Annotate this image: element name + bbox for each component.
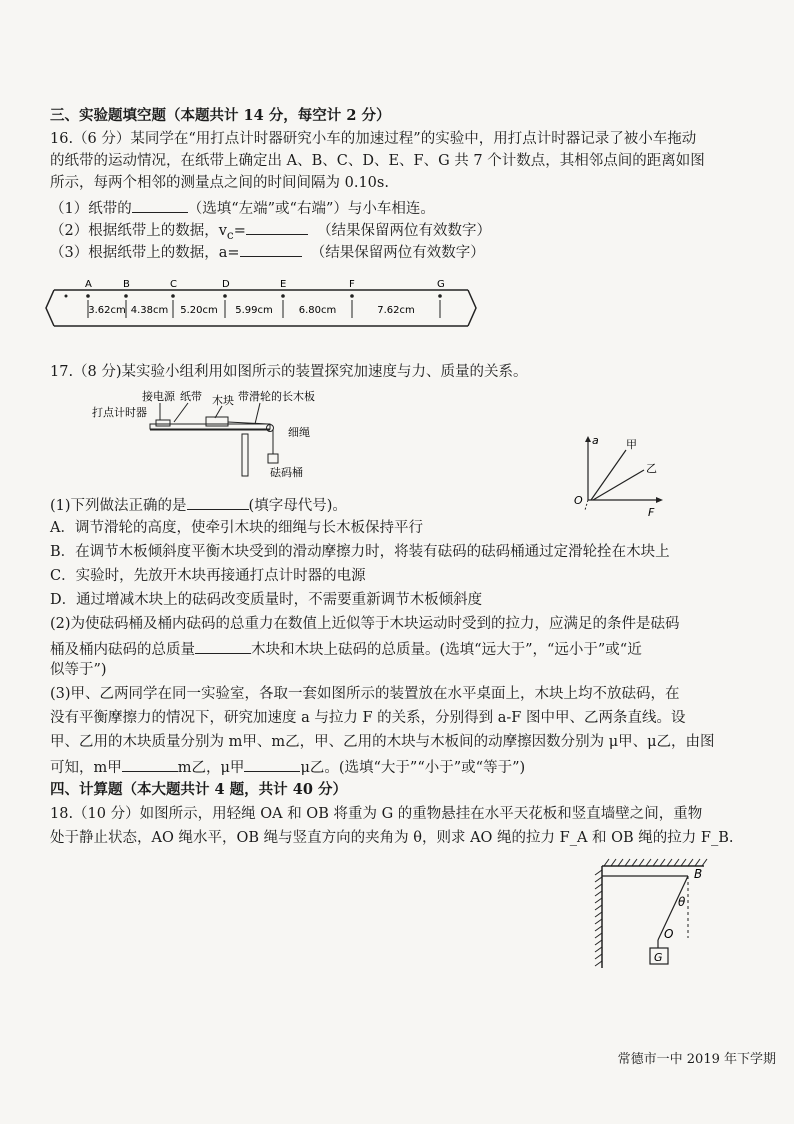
- label-tape: 纸带: [180, 390, 202, 403]
- q18-figure: [592, 858, 722, 978]
- tape-point-f: F: [349, 279, 355, 290]
- q16-part1: （1）纸带的 （选填“左端”或“右端”）与小车相连。: [50, 197, 435, 219]
- tape-dot-g: [438, 294, 442, 298]
- q17-part2-line1: (2)为使砝码桶及桶内砝码的总重力在数值上近似等于木块运动时受到的拉力，应满足的条件是砝码: [50, 616, 680, 632]
- ceiling-hatch-line: [653, 859, 658, 866]
- ceiling-hatch-line: [604, 859, 609, 866]
- q17-part2-line2: 桶及桶内砝码的总质量 木块和木块上砝码的总质量。(选填“远大于”，“远小于”或“近: [50, 638, 642, 660]
- ceiling-hatch-line: [639, 859, 644, 866]
- q18-label-o: O: [664, 927, 674, 941]
- wall-hatch-line: [595, 905, 602, 910]
- q17-part3-line2: 没有平衡摩擦力的情况下，研究加速度 a 与拉力 F 的关系，分别得到 a-F 图中甲、乙两条直线。设: [50, 710, 686, 726]
- q17-part1: (1)下列做法正确的是 (填字母代号)。: [50, 494, 347, 516]
- q18-line2: 处于静止状态，AO 绳水平，OB 绳与竖直方向的夹角为 θ，则求 AO 绳的拉力 F_A 和 OB 绳的拉力 F_B.: [50, 830, 734, 846]
- q17-intro: 17.（8 分)某实验小组利用如图所示的装置探究加速度与力、质量的关系。: [50, 364, 528, 380]
- wall-hatch-line: [595, 926, 602, 931]
- q17-part3-line3: 甲、乙用的木块质量分别为 m甲、m乙，甲、乙用的木块与木板间的动摩擦因数分别为 μ甲、μ乙，由图: [50, 734, 715, 750]
- tape-distance-6: 7.62cm: [377, 305, 415, 316]
- graph-line-yi: 乙: [646, 462, 657, 475]
- q16-line2: 的纸带的运动情况，在纸带上确定出 A、B、C、D、E、F、G 共 7 个计数点，其相邻点间的距离如图: [50, 153, 705, 169]
- label-power: 接电源: [142, 390, 175, 403]
- tape-dot-b: [124, 294, 128, 298]
- ceiling-hatch-line: [667, 859, 672, 866]
- label-board: 带滑轮的长木板: [238, 390, 315, 403]
- label-block: 木块: [212, 394, 234, 407]
- tape-distance-2: 4.38cm: [130, 305, 169, 316]
- tape-point-e: E: [280, 279, 287, 290]
- tape-point-g: G: [437, 279, 445, 290]
- tape-point-c: C: [170, 279, 177, 290]
- q16-part3: （3）根据纸带上的数据，a= （结果保留两位有效数字）: [50, 241, 485, 263]
- tape-dot-a: [86, 294, 90, 298]
- q16-part1-blank[interactable]: [132, 197, 188, 213]
- q16-line1: 16.（6 分）某同学在“用打点计时器研究小车的加速过程”的实验中，用打点计时器记录了被小车拖动: [50, 131, 697, 147]
- label-rope: 细绳: [288, 426, 310, 439]
- paper-tape-figure: [40, 268, 480, 340]
- tape-dot-e: [281, 294, 285, 298]
- ceiling-hatch-line: [618, 859, 623, 866]
- ceiling-hatch-line: [625, 859, 630, 866]
- ceiling-hatch-line: [702, 859, 707, 866]
- apparatus-figure: [90, 386, 330, 486]
- graph-line-jia: 甲: [626, 438, 637, 451]
- label-bucket: 砝码桶: [270, 466, 303, 479]
- wall-hatch-line: [595, 898, 602, 903]
- q17-part3-line4: 可知，m甲 m乙，μ甲 μ乙。(选填“大于”“小于”或“等于”): [50, 756, 525, 778]
- graph-x-label: F: [648, 506, 655, 519]
- af-graph: [564, 434, 674, 524]
- q17-option-b: B．在调节木板倾斜度平衡木块受到的滑动摩擦力时，将装有砝码的砝码桶通过定滑轮拴在木块上: [50, 544, 670, 560]
- wall-hatch-line: [595, 912, 602, 917]
- tape-distance-1: 3.62cm: [88, 305, 126, 316]
- tape-dot-c: [171, 294, 175, 298]
- ceiling-hatch-line: [674, 859, 679, 866]
- wall-hatch-line: [595, 940, 602, 945]
- q17-part2-line3: 似等于”): [50, 662, 107, 678]
- ceiling-hatch-line: [646, 859, 651, 866]
- ceiling-hatch-line: [611, 859, 616, 866]
- q17-part3-line1: (3)甲、乙两同学在同一实验室，各取一套如图所示的装置放在水平桌面上，木块上均不放砝码，在: [50, 686, 680, 702]
- q17-option-c: C．实验时，先放开木块再接通打点计时器的电源: [50, 568, 366, 584]
- tape-distance-3: 5.20cm: [180, 305, 218, 316]
- q16-part2-blank[interactable]: [246, 219, 308, 235]
- wall-hatch-line: [595, 919, 602, 924]
- q18-label-theta: θ: [678, 895, 686, 909]
- wall-hatch-line: [595, 891, 602, 896]
- ceiling-hatch-line: [681, 859, 686, 866]
- q18-line1: 18.（10 分）如图所示，用轻绳 OA 和 OB 将重为 G 的重物悬挂在水平天花板和竖直墙壁之间，重物: [50, 806, 703, 822]
- tape-distance-5: 6.80cm: [298, 305, 337, 316]
- ceiling-hatch-line: [695, 859, 700, 866]
- q18-label-g: G: [654, 951, 663, 964]
- tape-point-a: A: [85, 279, 92, 290]
- q17-part3-blank-mu[interactable]: [244, 756, 300, 772]
- q16-part3-blank[interactable]: [240, 241, 302, 257]
- wall-hatch-line: [595, 954, 602, 959]
- label-timer: 打点计时器: [92, 406, 147, 419]
- q17-part3-blank-mass[interactable]: [122, 756, 178, 772]
- q17-part1-blank[interactable]: [187, 494, 249, 510]
- tape-point-d: D: [222, 279, 230, 290]
- wall-hatch-line: [595, 947, 602, 952]
- footer: 常德市一中 2019 年下学期: [617, 1052, 776, 1067]
- tape-dot-f: [350, 294, 354, 298]
- q18-label-b: B: [694, 867, 703, 881]
- q16-part2: （2）根据纸带上的数据，$v_c=$ （结果保留两位有效数字）: [50, 219, 491, 245]
- q17-part2-blank[interactable]: [195, 638, 251, 654]
- q17-option-a: A．调节滑轮的高度，使牵引木块的细绳与长木板保持平行: [50, 520, 423, 536]
- q17-option-d: D．通过增减木块上的砝码改变质量时，不需要重新调节木板倾斜度: [50, 592, 483, 608]
- q16-line3: 所示，每两个相邻的测量点之间的时间间隔为 0.10s.: [50, 175, 389, 191]
- graph-y-label: a: [592, 434, 599, 447]
- ceiling-hatch-line: [688, 859, 693, 866]
- ceiling-hatch-line: [632, 859, 637, 866]
- wall-hatch-line: [595, 870, 602, 875]
- tape-point-b: B: [123, 279, 130, 290]
- section3-title: 三、实验题填空题（本题共计 14 分，每空计 2 分）: [50, 107, 391, 124]
- ceiling-hatch-line: [660, 859, 665, 866]
- wall-hatch-line: [595, 961, 602, 966]
- wall-hatch-line: [595, 884, 602, 889]
- tape-dot-d: [223, 294, 227, 298]
- wall-hatch-line: [595, 877, 602, 882]
- wall-hatch-line: [595, 933, 602, 938]
- section4-title: 四、计算题（本大题共计 4 题，共计 40 分）: [50, 781, 347, 798]
- graph-origin-label: O: [574, 494, 583, 507]
- tape-distance-4: 5.99cm: [235, 305, 273, 316]
